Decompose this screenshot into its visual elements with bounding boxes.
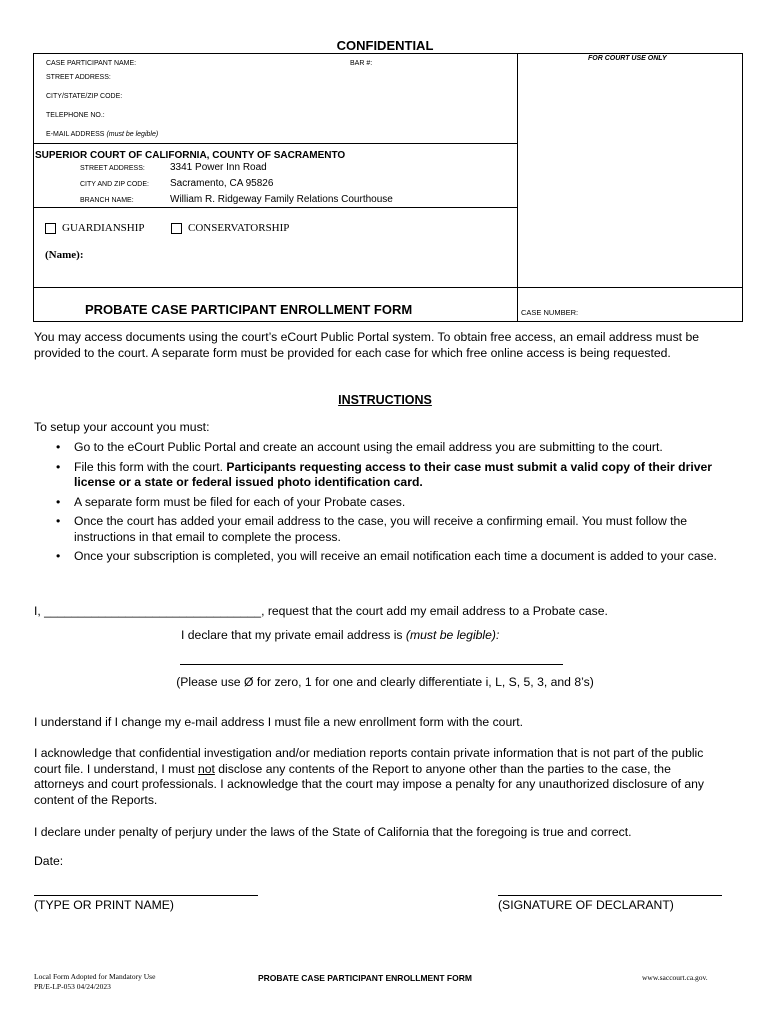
- list-item: [34, 495, 724, 511]
- divider-party: [33, 143, 517, 144]
- list-item: [34, 514, 724, 545]
- print-name-label: (TYPE OR PRINT NAME): [34, 898, 174, 912]
- confidential-heading: CONFIDENTIAL: [336, 38, 434, 53]
- list-item: [34, 440, 724, 456]
- instructions-heading: [0, 393, 770, 407]
- intro-paragraph: You may access documents using the court’s eCourt Public Portal system. To obtain free access, an email address must be provided to the court. A separate form must be provided for each case for which free online access is being requested.: [34, 330, 700, 360]
- ack-text-a: I acknowledge that confidential investigation and/or mediation reports contain private information that is not part of the public court file. I understand, I must: [34, 746, 704, 776]
- setup-lead: To setup your account you must:: [34, 420, 210, 434]
- email-label: [46, 131, 158, 138]
- bullet-2-bold-text: Participants requesting access to their case must submit a valid copy of their driver license or a state or federal issued photo identification card.: [74, 459, 713, 489]
- date-label: Date:: [34, 854, 64, 868]
- bar-number-label: BAR #:: [350, 60, 373, 67]
- for-court-use-label: FOR COURT USE ONLY: [588, 55, 667, 62]
- declare-email-text: I declare that my private email address is: [181, 628, 406, 642]
- court-street-value: 3341 Power Inn Road: [170, 162, 267, 173]
- perjury-statement: I declare under penalty of perjury under the laws of the State of California that the foregoing is true and correct.: [34, 825, 632, 839]
- declare-email-note: (must be legible):: [405, 628, 500, 642]
- guardianship-label: GUARDIANSHIP: [62, 222, 145, 234]
- ack-text-b: disclose any contents of the Report to anyone other than the parties to the case, the attorneys and court professionals. I acknowledge that the court may impose a penalty for any unauthorized disclosure of any content of the Reports.: [34, 761, 705, 807]
- street-address-label: STREET ADDRESS:: [46, 74, 111, 81]
- list-item: [34, 549, 724, 565]
- divider-court: [33, 207, 517, 208]
- instructions-heading-text: INSTRUCTIONS: [338, 393, 432, 407]
- court-city-value: Sacramento, CA 95826: [170, 178, 274, 189]
- court-use-divider: [517, 53, 518, 322]
- legibility-note: (Please use Ø for zero, 1 for one and clearly differentiate i, L, S, 5, 3, and 8’s): [176, 675, 594, 689]
- city-state-zip-label: CITY/STATE/ZIP CODE:: [46, 93, 123, 100]
- form-title: PROBATE CASE PARTICIPANT ENROLLMENT FORM: [85, 302, 413, 317]
- divider-title: [33, 287, 743, 288]
- case-name-label: (Name):: [45, 249, 84, 261]
- confidential-ack-statement: [34, 746, 724, 808]
- signature-line[interactable]: [498, 895, 722, 896]
- guardianship-checkbox[interactable]: [45, 223, 56, 234]
- instruction-list: [34, 440, 724, 569]
- declare-email-line: [181, 628, 499, 644]
- court-street-label: STREET ADDRESS:: [80, 165, 145, 172]
- print-name-line[interactable]: [34, 895, 258, 896]
- conservatorship-checkbox[interactable]: [171, 223, 182, 234]
- request-line: [34, 604, 608, 620]
- telephone-label: TELEPHONE NO.:: [46, 112, 105, 119]
- court-city-label: CITY AND ZIP CODE:: [80, 181, 149, 188]
- footer-left: [34, 972, 155, 992]
- footer-website: www.saccourt.ca.gov.: [642, 973, 708, 982]
- case-number-label: CASE NUMBER:: [521, 308, 579, 317]
- court-branch-label: BRANCH NAME:: [80, 197, 134, 204]
- conservatorship-option[interactable]: [171, 222, 289, 234]
- court-branch-value: William R. Ridgeway Family Relations Courthouse: [170, 194, 393, 205]
- email-entry-line[interactable]: [180, 664, 563, 665]
- footer-form-number: PR/E-LP-053 04/24/2023: [34, 982, 111, 991]
- bullet-4-text: Once the court has added your email address to the case, you will receive a confirming email. You must follow the instructions in that email to complete the process.: [74, 514, 688, 544]
- list-item: [34, 460, 724, 491]
- bullet-5-text: Once your subscription is completed, you will receive an email notification each time a document is added to your case.: [74, 549, 717, 563]
- case-participant-name-label: CASE PARTICIPANT NAME:: [46, 60, 137, 67]
- bullet-2-text: File this form with the court.: [74, 459, 227, 474]
- request-suffix: , request that the court add my email address to a Probate case.: [261, 604, 608, 618]
- request-prefix: I,: [34, 604, 45, 618]
- ack-not: not: [197, 761, 215, 776]
- email-legible-note: (must be legible): [106, 131, 159, 138]
- signature-label: (SIGNATURE OF DECLARANT): [498, 898, 674, 912]
- bullet-3-text: A separate form must be filed for each of your Probate cases.: [74, 494, 406, 509]
- bullet-1-text: Go to the eCourt Public Portal and create an account using the email address you are submitting to the court.: [74, 440, 663, 454]
- conservatorship-label: CONSERVATORSHIP: [188, 222, 290, 234]
- footer-adopted: Local Form Adopted for Mandatory Use: [34, 972, 156, 981]
- email-label-text: E-MAIL ADDRESS: [46, 131, 105, 138]
- footer-form-title: PROBATE CASE PARTICIPANT ENROLLMENT FORM: [258, 973, 472, 983]
- guardianship-option[interactable]: [45, 222, 145, 234]
- court-name: SUPERIOR COURT OF CALIFORNIA, COUNTY OF SACRAMENTO: [35, 150, 346, 161]
- email-change-statement: I understand if I change my e-mail address I must file a new enrollment form with the court.: [34, 715, 524, 729]
- participant-name-blank[interactable]: ________________________________: [44, 604, 262, 618]
